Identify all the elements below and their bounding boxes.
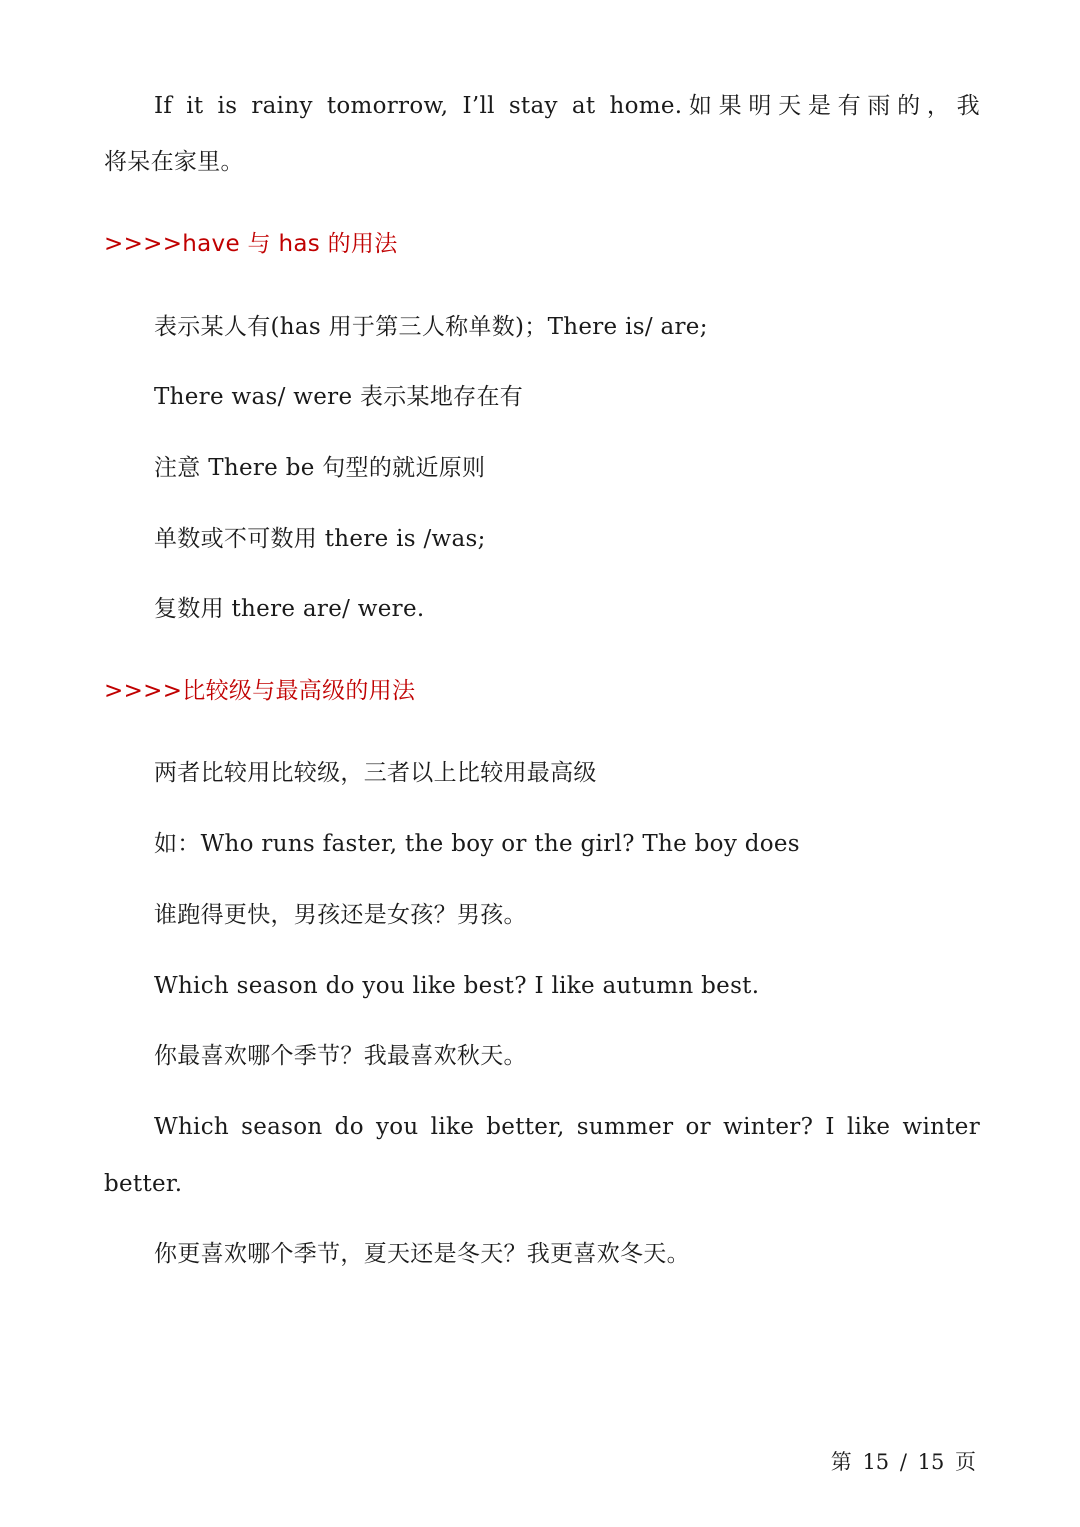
section-heading-have-has: >>>>have 与 has 的用法 [104,231,398,257]
paragraph-rainy-line1: If it is rainy tomorrow, I’ll stay at home.如果明天是有雨的，我 [154,93,980,119]
paragraph-example-best-cn: 你最喜欢哪个季节？我最喜欢秋天。 [154,1043,527,1069]
paragraph-has-usage: 表示某人有(has 用于第三人称单数)；There is/ are; [154,314,708,340]
paragraph-plural: 复数用 there are/ were. [154,596,425,622]
paragraph-there-was: There was/ were 表示某地存在有 [154,384,524,410]
paragraph-comparison-rule: 两者比较用比较级，三者以上比较用最高级 [154,760,597,786]
paragraph-singular: 单数或不可数用 there is /was; [154,526,486,552]
paragraph-example-better-line1: Which season do you like better, summer or winter? I like winter [154,1114,980,1140]
page-number: 第 15 / 15 页 [830,1450,976,1474]
paragraph-example-faster: 如：Who runs faster, the boy or the girl? The boy does [154,831,800,857]
paragraph-example-better-cn: 你更喜欢哪个季节，夏天还是冬天？我更喜欢冬天。 [154,1241,690,1267]
section-heading-comparative: >>>>比较级与最高级的用法 [104,678,416,704]
paragraph-example-better-line2: better. [104,1171,183,1197]
paragraph-example-best: Which season do you like best? I like autumn best. [154,973,760,999]
paragraph-there-be-rule: 注意 There be 句型的就近原则 [154,455,486,481]
paragraph-rainy-line2: 将呆在家里。 [104,149,244,175]
paragraph-example-faster-cn: 谁跑得更快，男孩还是女孩？男孩。 [154,902,527,928]
